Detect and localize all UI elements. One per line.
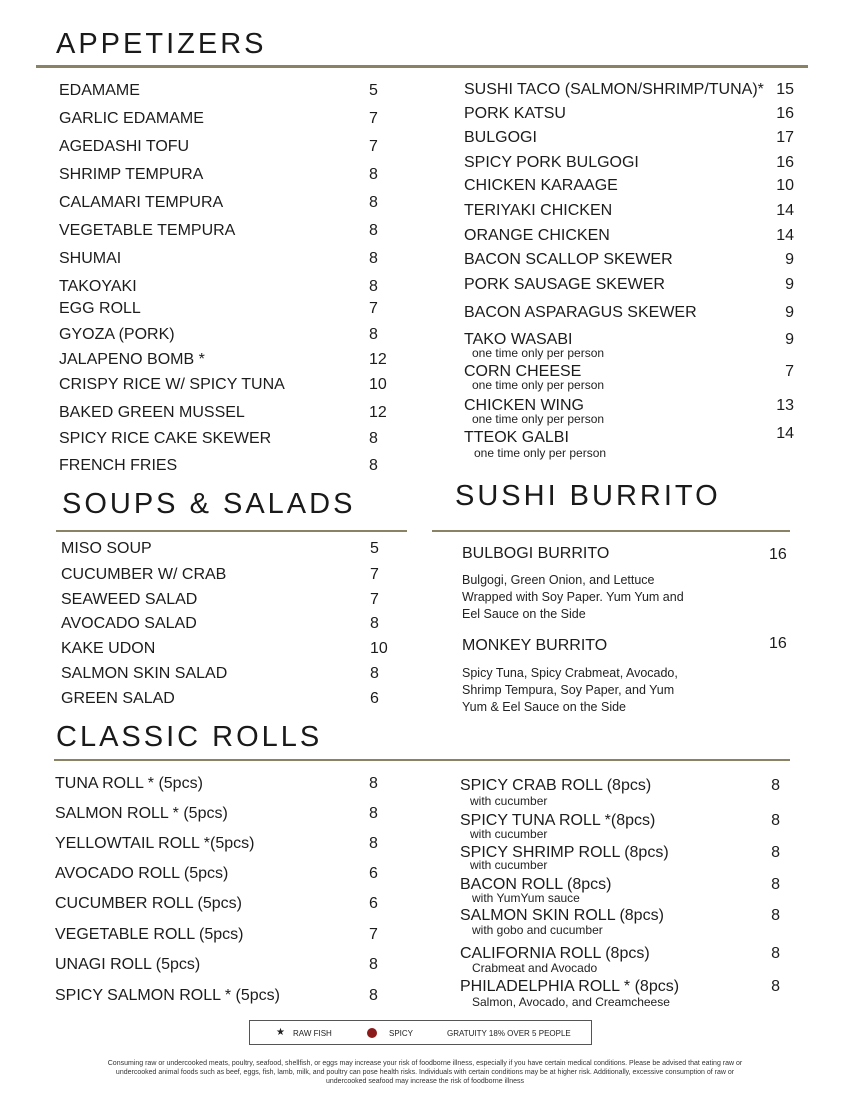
menu-item-note: with cucumber (470, 827, 548, 841)
menu-item-name: SALMON ROLL * (5pcs) (55, 805, 228, 822)
menu-item-price: 8 (771, 876, 780, 893)
burrito-description: Spicy Tuna, Spicy Crabmeat, Avocado, Shrimp Tempura, Soy Paper, and Yum Yum & Eel Sauce on the Side (462, 666, 678, 714)
sushi-burrito-rule (432, 530, 790, 532)
burrito-price: 16 (769, 635, 787, 652)
legend-box (249, 1020, 592, 1045)
menu-item-price: 8 (370, 665, 379, 682)
menu-item-name: SPICY RICE CAKE SKEWER (59, 430, 272, 447)
menu-item-price: 8 (771, 978, 780, 995)
menu-item-name: SPICY CRAB ROLL (8pcs) (460, 777, 652, 794)
menu-item-name: TAKO WASABI (464, 331, 573, 348)
raw-fish-label: RAW FISH (293, 1029, 332, 1038)
menu-item-name: SPICY TUNA ROLL *(8pcs) (460, 812, 656, 829)
appetizers-rule (36, 65, 808, 68)
menu-item-price: 8 (369, 250, 378, 267)
menu-item-price: 8 (369, 166, 378, 183)
classic-rolls-heading: CLASSIC ROLLS (56, 721, 323, 753)
menu-item-price: 9 (785, 251, 794, 268)
menu-item-note: Salmon, Avocado, and Creamcheese (472, 995, 670, 1009)
menu-item-name: SPICY SALMON ROLL * (5pcs) (55, 987, 280, 1004)
menu-item-name: CUCUMBER W/ CRAB (61, 566, 227, 583)
menu-item-name: JALAPENO BOMB * (59, 351, 205, 368)
menu-item-name: TERIYAKI CHICKEN (464, 202, 613, 219)
menu-item-name: CUCUMBER ROLL (5pcs) (55, 895, 242, 912)
menu-item-name: KAKE UDON (61, 640, 156, 657)
menu-item-name: SHRIMP TEMPURA (59, 166, 204, 183)
menu-item-name: CALIFORNIA ROLL (8pcs) (460, 945, 650, 962)
menu-item-price: 8 (369, 326, 378, 343)
menu-item-price: 14 (776, 227, 794, 244)
menu-item-name: BACON ROLL (8pcs) (460, 876, 612, 893)
menu-item-price: 14 (776, 202, 794, 219)
menu-item-price: 8 (369, 278, 378, 295)
menu-item-price: 16 (776, 105, 794, 122)
menu-item-name: FRENCH FRIES (59, 457, 178, 474)
menu-item-price: 5 (369, 82, 378, 99)
classic-rolls-rule (54, 759, 790, 761)
menu-item-price: 8 (771, 777, 780, 794)
menu-item-price: 7 (369, 300, 378, 317)
menu-item-name: BACON ASPARAGUS SKEWER (464, 304, 697, 321)
menu-item-name: TUNA ROLL * (5pcs) (55, 775, 203, 792)
menu-item-price: 6 (370, 690, 379, 707)
menu-item-note: one time only per person (472, 346, 605, 360)
menu-item-price: 8 (771, 945, 780, 962)
menu-item-name: AGEDASHI TOFU (59, 138, 190, 155)
sushi-burrito-heading: SUSHI BURRITO (455, 480, 721, 512)
menu-item-price: 7 (369, 110, 378, 127)
menu-item-name: EDAMAME (59, 82, 140, 99)
menu-item-price: 8 (369, 430, 378, 447)
spicy-dot-icon (367, 1028, 377, 1038)
menu-item-price: 10 (776, 177, 794, 194)
menu-item-name: SEAWEED SALAD (61, 591, 198, 608)
menu-item-price: 8 (369, 835, 378, 852)
soups-salads-heading: SOUPS & SALADS (62, 488, 356, 520)
menu-item-price: 12 (369, 404, 387, 421)
menu-item-note: one time only per person (472, 412, 605, 426)
menu-item-price: 8 (369, 194, 378, 211)
menu-item-price: 14 (776, 425, 794, 442)
menu-item-price: 17 (776, 129, 794, 146)
menu-item-name: BAKED GREEN MUSSEL (59, 404, 245, 421)
menu-item-price: 8 (369, 987, 378, 1004)
menu-item-note: Crabmeat and Avocado (472, 961, 598, 975)
menu-item-name: YELLOWTAIL ROLL *(5pcs) (55, 835, 255, 852)
menu-item-name: TAKOYAKI (59, 278, 137, 295)
menu-item-name: SUSHI TACO (SALMON/SHRIMP/TUNA)* (464, 81, 764, 98)
menu-item-name: SPICY SHRIMP ROLL (8pcs) (460, 844, 669, 861)
menu-item-name: CHICKEN KARAAGE (464, 177, 618, 194)
menu-item-name: TTEOK GALBI (464, 429, 569, 446)
menu-item-price: 9 (785, 276, 794, 293)
menu-item-price: 6 (369, 865, 378, 882)
menu-item-name: SALMON SKIN SALAD (61, 665, 228, 682)
menu-item-name: VEGETABLE TEMPURA (59, 222, 236, 239)
menu-item-price: 7 (369, 138, 378, 155)
menu-item-name: PORK SAUSAGE SKEWER (464, 276, 665, 293)
menu-item-price: 8 (369, 457, 378, 474)
menu-item-price: 6 (369, 895, 378, 912)
menu-item-price: 7 (369, 926, 378, 943)
menu-item-name: AVOCADO SALAD (61, 615, 197, 632)
menu-item-price: 8 (771, 907, 780, 924)
menu-item-name: SALMON SKIN ROLL (8pcs) (460, 907, 664, 924)
menu-item-price: 7 (785, 363, 794, 380)
menu-item-price: 12 (369, 351, 387, 368)
menu-item-price: 8 (369, 956, 378, 973)
soups-salads-rule (56, 530, 407, 532)
menu-item-name: SPICY PORK BULGOGI (464, 154, 639, 171)
star-icon: ★ (276, 1027, 285, 1038)
menu-item-price: 5 (370, 540, 379, 557)
appetizers-heading: APPETIZERS (56, 28, 267, 60)
menu-item-name: BULGOGI (464, 129, 537, 146)
menu-item-price: 13 (776, 397, 794, 414)
menu-item-price: 16 (776, 154, 794, 171)
menu-item-name: PORK KATSU (464, 105, 566, 122)
gratuity-note: GRATUITY 18% OVER 5 PEOPLE (447, 1029, 571, 1038)
menu-item-note: one time only per person (474, 446, 607, 460)
menu-item-name: PHILADELPHIA ROLL * (8pcs) (460, 978, 680, 995)
menu-item-name: VEGETABLE ROLL (5pcs) (55, 926, 244, 943)
menu-item-name: GARLIC EDAMAME (59, 110, 204, 127)
menu-item-price: 7 (370, 591, 379, 608)
menu-item-name: ORANGE CHICKEN (464, 227, 610, 244)
menu-item-price: 8 (370, 615, 379, 632)
menu-item-price: 8 (771, 812, 780, 829)
menu-item-price: 8 (369, 805, 378, 822)
menu-item-name: MISO SOUP (61, 540, 152, 557)
menu-item-price: 15 (776, 81, 794, 98)
burrito-name: MONKEY BURRITO (462, 637, 608, 654)
burrito-description: Bulgogi, Green Onion, and Lettuce Wrapped with Soy Paper. Yum Yum and Eel Sauce on the Side (462, 573, 684, 621)
menu-item-name: BACON SCALLOP SKEWER (464, 251, 673, 268)
menu-item-price: 8 (369, 222, 378, 239)
burrito-price: 16 (769, 546, 787, 563)
spicy-label: SPICY (389, 1029, 414, 1038)
menu-item-price: 8 (771, 844, 780, 861)
menu-item-name: GYOZA (PORK) (59, 326, 175, 343)
menu-item-name: SHUMAI (59, 250, 122, 267)
menu-item-note: one time only per person (472, 378, 605, 392)
menu-item-name: CORN CHEESE (464, 363, 582, 380)
menu-item-name: GREEN SALAD (61, 690, 175, 707)
menu-item-note: with YumYum sauce (472, 891, 580, 905)
menu-item-price: 10 (370, 640, 388, 657)
menu-item-name: CRISPY RICE W/ SPICY TUNA (59, 376, 285, 393)
burrito-name: BULBOGI BURRITO (462, 545, 610, 562)
menu-item-note: with cucumber (470, 794, 548, 808)
menu-item-price: 9 (785, 331, 794, 348)
menu-item-name: UNAGI ROLL (5pcs) (55, 956, 201, 973)
menu-item-price: 9 (785, 304, 794, 321)
menu-item-name: EGG ROLL (59, 300, 141, 317)
menu-item-name: CALAMARI TEMPURA (59, 194, 224, 211)
menu-item-price: 8 (369, 775, 378, 792)
menu-item-name: AVOCADO ROLL (5pcs) (55, 865, 229, 882)
menu-item-note: with cucumber (470, 858, 548, 872)
menu-item-note: with gobo and cucumber (472, 923, 603, 937)
health-disclaimer: Consuming raw or undercooked meats, poultry, seafood, shellfish, or eggs may increase your risk of foodborne illness, especially if you have certain medical conditions. Please be advised that eating raw or undercooked animal foods such as beef, eggs, fish, lamb, milk, and poultry can pose health risks. Individuals with certain conditions may be at higher risk. Additionally, excessive consumption of raw or undercooked seafood may increase the risk of foodborne illness (107, 1060, 743, 1085)
menu-item-price: 7 (370, 566, 379, 583)
menu-item-price: 10 (369, 376, 387, 393)
menu-item-name: CHICKEN WING (464, 397, 584, 414)
